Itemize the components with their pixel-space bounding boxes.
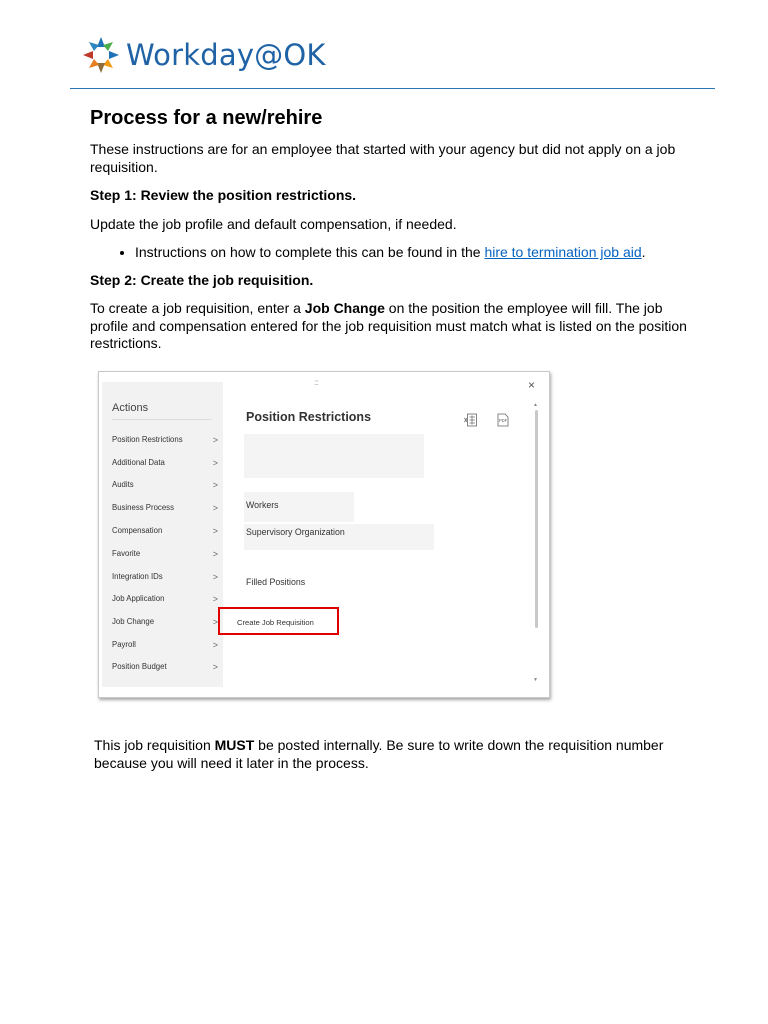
action-label: Favorite — [112, 549, 141, 558]
action-item-compensation[interactable] — [112, 526, 218, 536]
posting-note-pre: This job requisition — [94, 737, 215, 753]
chevron-right-icon: > — [212, 503, 218, 513]
actions-title: Actions — [112, 402, 149, 414]
action-label: Payroll — [112, 640, 136, 649]
drag-handle-icon[interactable]: ::: — [314, 378, 318, 387]
action-item-position-budget[interactable] — [112, 662, 218, 672]
list-item — [135, 244, 690, 262]
action-label: Integration IDs — [112, 572, 163, 581]
scrollbar-thumb[interactable] — [535, 410, 538, 628]
chevron-right-icon: > — [212, 435, 218, 445]
action-item-favorite[interactable] — [112, 549, 218, 559]
actions-sidebar — [102, 382, 223, 687]
actions-divider — [112, 419, 212, 420]
action-label: Position Budget — [112, 662, 167, 671]
posting-note-post: be posted internally. Be sure to write down the requisition number because you will need it later in the process. — [94, 737, 664, 771]
step1-heading: Step 1: Review the position restrictions. — [90, 187, 357, 203]
hire-to-termination-link[interactable]: hire to termination job aid — [484, 244, 642, 260]
brand-header — [80, 30, 326, 80]
action-label: Job Change — [112, 617, 155, 626]
action-label: Job Application — [112, 594, 165, 603]
action-label: Additional Data — [112, 458, 165, 467]
create-job-requisition-button[interactable]: Create Job Requisition — [237, 618, 314, 627]
step1-bullet-list — [90, 244, 690, 262]
action-label: Business Process — [112, 503, 174, 512]
pdf-label: PDF — [498, 417, 508, 423]
brand-name: Workday@OK — [126, 38, 326, 72]
step2-text-post: on the position the employee will fill. The job profile and compensation entered for the job requisition must match what is listed on the position restrictions. — [90, 300, 687, 351]
filled-positions-label: Filled Positions — [246, 577, 306, 587]
scroll-down-icon[interactable]: ▼ — [533, 677, 538, 683]
chevron-right-icon: > — [212, 662, 218, 672]
action-item-job-change[interactable] — [112, 617, 218, 627]
workday-ok-logo-icon — [80, 34, 122, 76]
workday-screenshot — [98, 371, 550, 698]
action-label: Compensation — [112, 526, 163, 535]
job-change-emphasis: Job Change — [304, 300, 385, 316]
document-body — [90, 106, 690, 364]
redacted-field — [244, 434, 424, 478]
must-emphasis: MUST — [214, 737, 255, 753]
intro-paragraph: These instructions are for an employee that started with your agency but did not apply on a job requisition. — [90, 141, 676, 175]
bullet-text: Instructions on how to complete this can be found in the — [135, 244, 485, 260]
supervisory-organization-label: Supervisory Organization — [246, 527, 345, 537]
workers-label: Workers — [246, 500, 279, 510]
export-excel-icon[interactable] — [464, 413, 478, 427]
bullet-suffix: . — [641, 244, 646, 260]
action-item-position-restrictions[interactable] — [112, 435, 218, 445]
posting-note — [94, 737, 694, 772]
action-label: Audits — [112, 480, 134, 489]
step2-heading: Step 2: Create the job requisition. — [90, 271, 314, 288]
step2-text — [90, 300, 690, 353]
chevron-right-icon: > — [212, 549, 218, 559]
chevron-right-icon: > — [212, 526, 218, 536]
scroll-up-icon[interactable]: ▲ — [533, 402, 538, 408]
action-label: Position Restrictions — [112, 435, 183, 444]
action-item-audits[interactable] — [112, 480, 218, 490]
header-divider — [70, 88, 715, 89]
action-item-business-process[interactable] — [112, 503, 218, 513]
action-item-payroll[interactable] — [112, 640, 218, 650]
action-item-job-application[interactable] — [112, 594, 218, 604]
action-item-additional-data[interactable] — [112, 458, 218, 468]
action-item-integration-ids[interactable] — [112, 572, 218, 582]
step2-text-pre: To create a job requisition, enter a — [90, 300, 305, 316]
chevron-right-icon: > — [212, 640, 218, 650]
chevron-right-icon: > — [212, 480, 218, 490]
panel-title: Position Restrictions — [246, 410, 372, 424]
chevron-right-icon: > — [212, 617, 218, 627]
export-pdf-icon[interactable] — [496, 413, 510, 427]
chevron-right-icon: > — [212, 572, 218, 582]
chevron-right-icon: > — [212, 594, 218, 604]
page-title: Process for a new/rehire — [90, 107, 323, 129]
chevron-right-icon: > — [212, 458, 218, 468]
close-icon[interactable]: × — [528, 378, 536, 392]
create-job-requisition-highlight[interactable] — [218, 607, 339, 635]
step1-text: Update the job profile and default compensation, if needed. — [90, 215, 457, 232]
